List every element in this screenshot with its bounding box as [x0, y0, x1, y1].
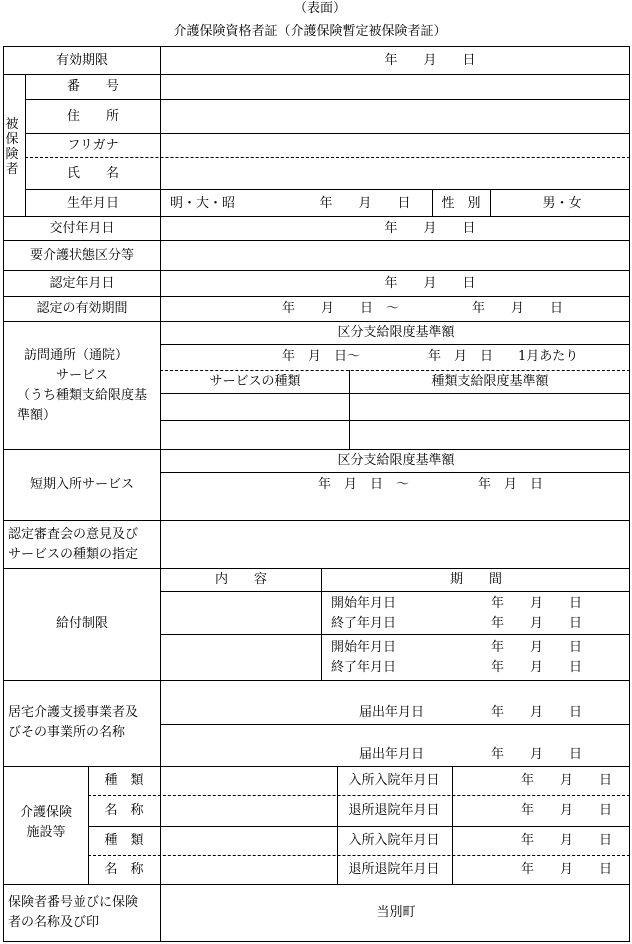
benefit-start-date: 年 月 日: [491, 640, 583, 655]
rule: [3, 766, 630, 767]
benefit-end-label: 終了年月日: [331, 616, 397, 631]
visit-service-label-3: （うち種類支給限度基: [17, 388, 148, 403]
benefit-limit-label: 給付制限: [55, 616, 109, 631]
short-stay-to: 年 月 日: [478, 477, 544, 492]
facility-name-label: 名 称: [104, 862, 144, 877]
admit-date: 年 月 日: [521, 773, 613, 788]
rule: [88, 826, 630, 827]
insured-name-label: 氏 名: [66, 166, 120, 181]
rule: [160, 420, 630, 421]
expiry-label: 有効期限: [55, 53, 109, 68]
rule-dashed: [88, 855, 630, 856]
rule-vertical: [25, 74, 26, 216]
birth-date: 年 月 日: [319, 196, 411, 211]
rule: [160, 472, 630, 473]
benefit-end-label: 終了年月日: [331, 660, 397, 675]
rule: [25, 189, 630, 190]
visit-service-label-4: 準額）: [17, 408, 57, 423]
insured-birth-label: 生年月日: [66, 196, 120, 211]
rule: [3, 884, 630, 885]
visit-period-to: 年 月 日: [428, 349, 494, 364]
admit-date-label: 入所入院年月日: [348, 773, 440, 788]
benefit-end-date: 年 月 日: [491, 660, 583, 675]
rule-vertical: [160, 46, 161, 942]
rule: [160, 634, 630, 635]
rule-vertical: [452, 766, 453, 884]
rule: [3, 680, 630, 681]
cert-date: 年 月 日: [384, 276, 476, 291]
cert-period-label: 認定の有効期間: [36, 301, 128, 316]
insurer-label-2: 者の名称及び印: [8, 915, 100, 930]
rule-vertical: [321, 568, 322, 680]
issue-date: 年 月 日: [384, 221, 476, 236]
rule-vertical: [337, 766, 338, 884]
rule: [160, 724, 630, 725]
insurer-name: 当別町: [376, 905, 416, 920]
insurer-label-1: 保険者番号並びに保険: [8, 895, 139, 910]
card-side-label: （表面）: [293, 1, 347, 16]
sex-value: 男・女: [542, 196, 582, 211]
rule: [3, 520, 630, 521]
discharge-date-label: 退所退院年月日: [348, 803, 440, 818]
rule: [3, 449, 630, 450]
rule: [25, 99, 630, 100]
opinion-label-2: サービスの種類の指定: [8, 547, 139, 562]
visit-service-label-1: 訪問通所（通院）: [24, 348, 129, 363]
benefit-start-label: 開始年月日: [331, 640, 397, 655]
rule: [3, 270, 630, 271]
issue-label: 交付年月日: [49, 221, 115, 236]
rule-vertical: [349, 370, 350, 449]
short-stay-from: 年 月 日 〜: [318, 477, 410, 492]
short-stay-limit-header: 区分支給限度基準額: [337, 453, 455, 468]
rule: [3, 568, 630, 569]
discharge-date: 年 月 日: [521, 803, 613, 818]
visit-per-month: 1月あたり: [518, 349, 579, 364]
sex-label: 性 別: [441, 196, 481, 211]
expiry-date: 年 月 日: [384, 53, 476, 68]
benefit-end-date: 年 月 日: [491, 616, 583, 631]
notify-date: 年 月 日: [491, 747, 583, 762]
cert-period-to: 年 月 日: [472, 301, 564, 316]
facility-type-label: 種 類: [104, 833, 144, 848]
visit-service-label-2: サービス: [55, 368, 109, 383]
insured-number-label: 番 号: [66, 79, 120, 94]
notify-date: 年 月 日: [491, 705, 583, 720]
facility-label-2: 施設等: [26, 825, 66, 840]
rule-dashed: [160, 370, 630, 371]
rule: [160, 344, 630, 345]
col-period: 期 間: [449, 572, 503, 587]
col-type-limit: 種類支給限度基準額: [431, 374, 549, 389]
birth-era: 明・大・昭: [170, 196, 236, 211]
insured-furigana-label: フリガナ: [67, 138, 119, 153]
rule-dashed: [25, 157, 630, 158]
benefit-start-date: 年 月 日: [491, 596, 583, 611]
insured-group-label: 被保険者: [5, 117, 19, 177]
facility-type-label: 種 類: [104, 773, 144, 788]
opinion-label-1: 認定審査会の意見及び: [8, 527, 139, 542]
cert-date-label: 認定年月日: [49, 276, 115, 291]
visit-limit-header: 区分支給限度基準額: [337, 325, 455, 340]
notify-date-label: 届出年月日: [359, 747, 425, 762]
document-title: 介護保険資格者証（介護保険暫定被保険者証）: [173, 24, 447, 39]
rule: [3, 216, 630, 217]
care-level-label: 要介護状態区分等: [29, 248, 135, 263]
rule-dashed: [88, 795, 630, 796]
discharge-date: 年 月 日: [521, 862, 613, 877]
rule-vertical: [490, 189, 491, 216]
facility-label-1: 介護保険: [19, 805, 73, 820]
facility-name-label: 名 称: [104, 803, 144, 818]
rule-vertical: [88, 766, 89, 884]
rule: [3, 296, 630, 297]
rule: [3, 74, 630, 75]
insured-address-label: 住 所: [66, 109, 120, 124]
care-support-label-1: 居宅介護支援事業者及: [8, 705, 139, 720]
rule: [25, 133, 630, 134]
cert-period-from: 年 月 日 〜: [282, 301, 400, 316]
rule: [3, 240, 630, 241]
admit-date-label: 入所入院年月日: [348, 833, 440, 848]
short-stay-label: 短期入所サービス: [29, 477, 135, 492]
admit-date: 年 月 日: [521, 833, 613, 848]
discharge-date-label: 退所退院年月日: [348, 862, 440, 877]
benefit-start-label: 開始年月日: [331, 596, 397, 611]
rule-vertical: [432, 189, 433, 216]
col-content: 内 容: [214, 572, 268, 587]
care-support-label-2: びその事業所の名称: [8, 725, 126, 740]
rule: [160, 591, 630, 592]
col-service-type: サービスの種類: [209, 374, 301, 389]
visit-period-from: 年 月 日〜: [282, 349, 361, 364]
notify-date-label: 届出年月日: [359, 705, 425, 720]
rule: [3, 321, 630, 322]
rule: [160, 393, 630, 394]
